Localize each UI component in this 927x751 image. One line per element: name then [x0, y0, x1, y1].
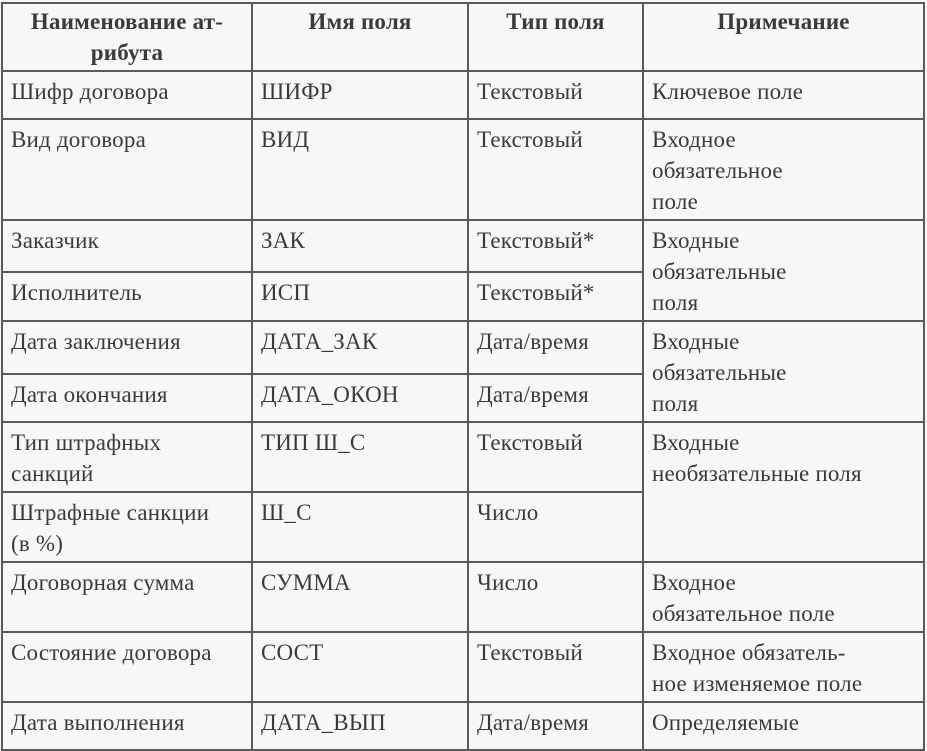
field-name-cell: ИСП: [252, 272, 468, 321]
field-type-cell: Текстовый: [468, 71, 643, 119]
field-type-cell: Текстовый: [468, 422, 643, 492]
table-row: [2, 321, 924, 374]
table-row: [2, 119, 924, 220]
header-attr-name: Наименование ат- рибута: [2, 3, 252, 71]
note-cell: Входные обязательные поля: [643, 321, 924, 422]
field-name-cell: ЗАК: [252, 220, 468, 272]
field-type-cell: Число: [468, 492, 643, 562]
field-type-cell: Дата/время: [468, 374, 643, 422]
field-name-cell: СОСТ: [252, 632, 468, 702]
field-name-cell: Ш_С: [252, 492, 468, 562]
attr-cell: Дата выполнения: [2, 702, 252, 750]
table-row: [2, 71, 924, 119]
attr-cell: Дата заключения: [2, 321, 252, 374]
attr-cell: Договорная сумма: [2, 562, 252, 632]
table-row: [2, 220, 924, 272]
header-note: Примечание: [643, 3, 924, 71]
header-field-type: Тип поля: [468, 3, 643, 71]
table-row: [2, 422, 924, 492]
note-cell: Входное обязательное поле: [643, 119, 924, 220]
table-row: [2, 562, 924, 632]
note-cell: Входное обязательное поле: [643, 562, 924, 632]
field-name-cell: ВИД: [252, 119, 468, 220]
field-name-cell: СУММА: [252, 562, 468, 632]
table-row: [2, 702, 924, 750]
attr-cell: Шифр договора: [2, 71, 252, 119]
field-type-cell: Дата/время: [468, 702, 643, 750]
attr-cell: Исполнитель: [2, 272, 252, 321]
table-row: [2, 632, 924, 702]
header-row: [2, 3, 924, 71]
attr-cell: Тип штрафных санкций: [2, 422, 252, 492]
field-name-cell: ТИП Ш_С: [252, 422, 468, 492]
field-type-cell: Текстовый*: [468, 220, 643, 272]
attributes-table: [1, 2, 925, 751]
note-cell: Входное обязатель- ное изменяемое поле: [643, 632, 924, 702]
field-name-cell: ШИФР: [252, 71, 468, 119]
attr-cell: Состояние договора: [2, 632, 252, 702]
field-type-cell: Число: [468, 562, 643, 632]
field-name-cell: ДАТА_ОКОН: [252, 374, 468, 422]
note-cell: Ключевое поле: [643, 71, 924, 119]
field-type-cell: Текстовый*: [468, 272, 643, 321]
note-cell: Определяемые: [643, 702, 924, 750]
attr-cell: Заказчик: [2, 220, 252, 272]
note-cell: Входные необязательные поля: [643, 422, 924, 562]
field-name-cell: ДАТА_ВЫП: [252, 702, 468, 750]
field-type-cell: Текстовый: [468, 632, 643, 702]
field-name-cell: ДАТА_ЗАК: [252, 321, 468, 374]
attr-cell: Штрафные санкции (в %): [2, 492, 252, 562]
field-type-cell: Дата/время: [468, 321, 643, 374]
header-field-name: Имя поля: [252, 3, 468, 71]
attr-cell: Вид договора: [2, 119, 252, 220]
attr-cell: Дата окончания: [2, 374, 252, 422]
field-type-cell: Текстовый: [468, 119, 643, 220]
note-cell: Входные обязательные поля: [643, 220, 924, 321]
